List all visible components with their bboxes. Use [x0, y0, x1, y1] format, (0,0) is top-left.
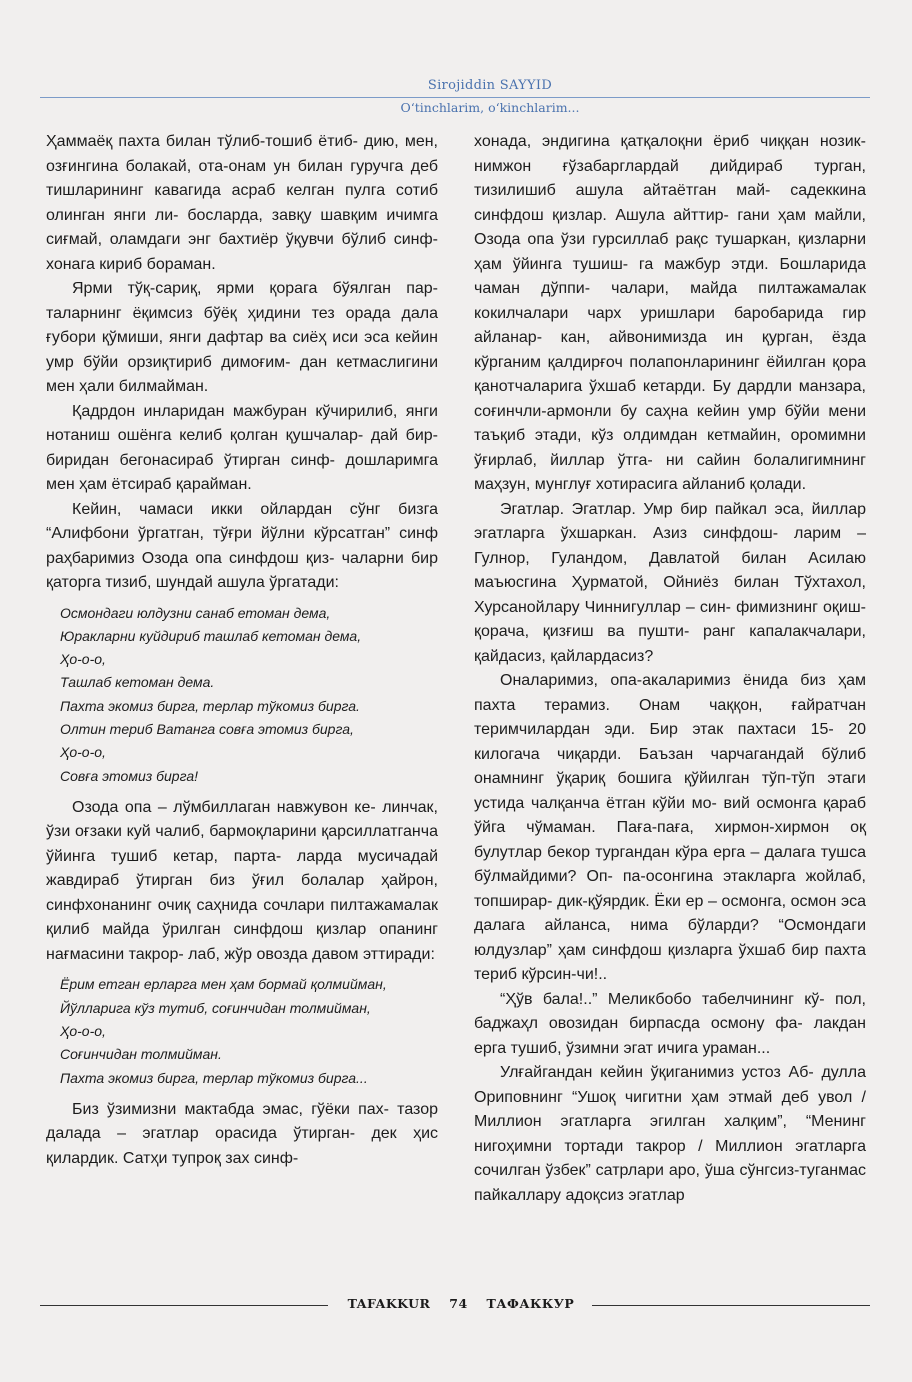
footer-rule-left — [40, 1305, 328, 1306]
page-number: 74 — [449, 1296, 468, 1311]
paragraph: Ярми тўқ-сариқ, ярми қорага бўялган пар- таларнинг ёқимсиз бўёқ ҳидини тез орада дала ғубори қўмиши, янги дафтар ва сиёҳ иси эса кейин умр бўйи орзиқтириб димоғим- дан кетмаслигини мен ҳали билмайман. — [46, 280, 438, 395]
poem-line: Ҳо-о-о, — [60, 744, 106, 761]
poem-stanza-1 — [60, 602, 438, 788]
poem-line: Ҳо-о-о, — [60, 1022, 106, 1039]
footer-journal-cyrillic: ТАФАККУР — [486, 1296, 575, 1311]
poem-line: Ёрим етган ерларга мен ҳам бормай қолмийман, — [60, 976, 387, 993]
poem-line: Юракларни куйдириб ташлаб кетоман дема, — [60, 627, 362, 644]
poem-line: Соғинчидан толмийман. — [60, 1046, 222, 1063]
paragraph: Озода опа – лўмбиллаган навжувон ке- линчак, ўзи оғзаки куй чалиб, бармоқларини қарсиллатганча ўйинга тушиб кетар, парта- ларда мусичадай жавдираб ўтирган биз ўғил болалар ҳайрон, синфхонанинг очиқ саҳнида сочлари пилтажамалак қилиб майда ўрилган синфдош қизлар опанинг нағмасини такрор- лаб, жўр овозда давом эттиради: — [46, 798, 438, 963]
paragraph: хонада, эндигина қатқалоқни ёриб чиққан нозик-нимжон ғўзабарглардай дийдираб турган, тизилишиб ашула айтаётган май- садеккина синфдош қизлар. Ашула айттир- гани ҳам майли, Озода опа ўзи гурсиллаб рақс тушаркан, қизларни ҳам ўйинга тушиш- га мажбур этди. Бошларида чаман дўппи- чалари, майда пилтажамалак кокилчалари чарх уришлари баробарида гир айланар- кан, айвонимизда ин қурган, ёзда кўрганим қалдирғоч полапонларининг ёйилган қора қанотчаларига ўхшаб кетарди. Бу дардли манзара, соғинчли-армонли бу саҳна кейин умр бўйи мени таъқиб этади, кўз олдимдан кетмайин, оромимни ўғирлаб, йиллар ўтга- ни сайин болалигимнинг маҳзун, мунглуғ хотирасига айланиб қолади. — [474, 133, 866, 493]
header-author: Sirojiddin SAYYID — [427, 78, 553, 93]
paragraph: “Ҳўв бала!..” Меликбобо табелчининг кў- пол, баджаҳл овозидан бирпасда осмону фа- лакдан ерга тушиб, ўзимни эгат ичига ураман... — [474, 990, 866, 1057]
page-footer — [40, 1295, 870, 1315]
paragraph: Ҳаммаёқ пахта билан тўлиб-тошиб ётиб- дию, мен, озғингина болакай, ота-онам ун билан гуручга деб тишларининг кавагида асраб келган пулга сотиб олинган янги ли- босларда, завқу шавқим ичимга сиғмай, оламдаги энг бахтиёр ўқувчи бўлиб синф- хонага кириб бораман. — [46, 133, 438, 273]
right-column — [474, 130, 866, 1208]
left-column — [46, 130, 438, 1171]
header-rule — [40, 97, 870, 98]
poem-line: Пахта экомиз бирга, терлар тўкомиз бирга... — [60, 1069, 368, 1086]
paragraph: Эгатлар. Эгатлар. Умр бир пайкал эса, йиллар эгатларга ўхшаркан. Азиз синфдош- ларим – Гулнор, Гуландом, Давлатой билан Асилаю маъюсгина Ҳурматой, Ойниёз билан Тўхтахол, Хурсанойлару Чиннигуллар – син- фимизнинг оқиш-қорача, қизғиш ва пушти- ранг капалакчалари, қайдасиз, қайлардасиз? — [474, 500, 866, 665]
poem-line: Олтин териб Ватанга совға этомиз бирга, — [60, 720, 354, 737]
paragraph: Қадрдон инларидан мажбуран кўчирилиб, янги нотаниш ошёнга келиб қолган қушчалар- дай бир-биридан бегонасираб ўтирган синф- дошларимга мен ҳам ётсираб қарайман. — [46, 402, 438, 493]
poem-line: Йўлларига кўз тутиб, соғинчидан толмийман, — [60, 999, 371, 1016]
poem-line: Пахта экомиз бирга, терлар тўкомиз бирга. — [60, 697, 360, 714]
running-header — [40, 78, 870, 118]
poem-line: Осмондаги юлдузни санаб етоман дема, — [60, 604, 331, 621]
poem-line: Ташлаб кетоман дема. — [60, 674, 215, 691]
paragraph: Оналаримиз, опа-акаларимиз ёнида биз ҳам пахта терамиз. Онам чаққон, ғайратчан теримчилардан эди. Бир этак пахтаси 15- 20 килогача чиқарди. Баъзан чарчагандай бўлиб онамнинг ўқариқ бошига қўйилган тўп-тўп этаги устида чалқанча ётган кўйи мо- вий осмонга қараб ўйга чўмаман. Пағa-пағa, хирмон-хирмон оқ булутлар бекор тургандан кўра ерга – далага тушса бўлмайдими? Оп- па-осонгина этакларга жойлаб, топширар- дик-қўярдик. Ёки ер – осмонга, осмон эса далага айланса, нима бўларди? “Осмондаги юлдузлар” ҳам синфдош қизларга ўхшаб бир пахта териб кўрсин-чи!.. — [474, 672, 866, 983]
footer-journal-latin: TAFAKKUR — [347, 1296, 431, 1311]
paragraph: Биз ўзимизни мактабда эмас, гўёки пах- тазор далада – эгатлар орасида ўтирган- дек ҳис қилардик. Сатҳи тупроқ зах синф- — [46, 1100, 438, 1167]
paragraph: Улғайгандан кейин ўқиганимиз устоз Аб- дулла Ориповнинг “Ушоқ чигитни ҳам этмай деб увол / Миллион эгатларга эгилган халқим”, “Менинг нигоҳимни тортади такрор / Миллион эгатларга сочилган ўзбек” сатрлари аро, ўша сўнгсиз-туганмас пайкаллару адоқсиз эгатлар — [474, 1064, 866, 1204]
poem-stanza-2 — [60, 973, 438, 1089]
poem-line: Совға этомиз бирга! — [60, 767, 198, 784]
poem-line: Ҳо-о-о, — [60, 651, 106, 668]
header-subtitle: O‘tinchlarim, o‘kinchlarim... — [400, 100, 580, 115]
paragraph: Кейин, чамаси икки ойлардан сўнг бизга “Алифбони ўргатган, тўғри йўлни кўрсатган” синф раҳбаримиз Озода опа синфдош қиз- чаларни бир қаторга тизиб, шундай ашула ўргатади: — [46, 500, 438, 591]
footer-rule-right — [592, 1305, 870, 1306]
footer-text — [336, 1296, 586, 1311]
